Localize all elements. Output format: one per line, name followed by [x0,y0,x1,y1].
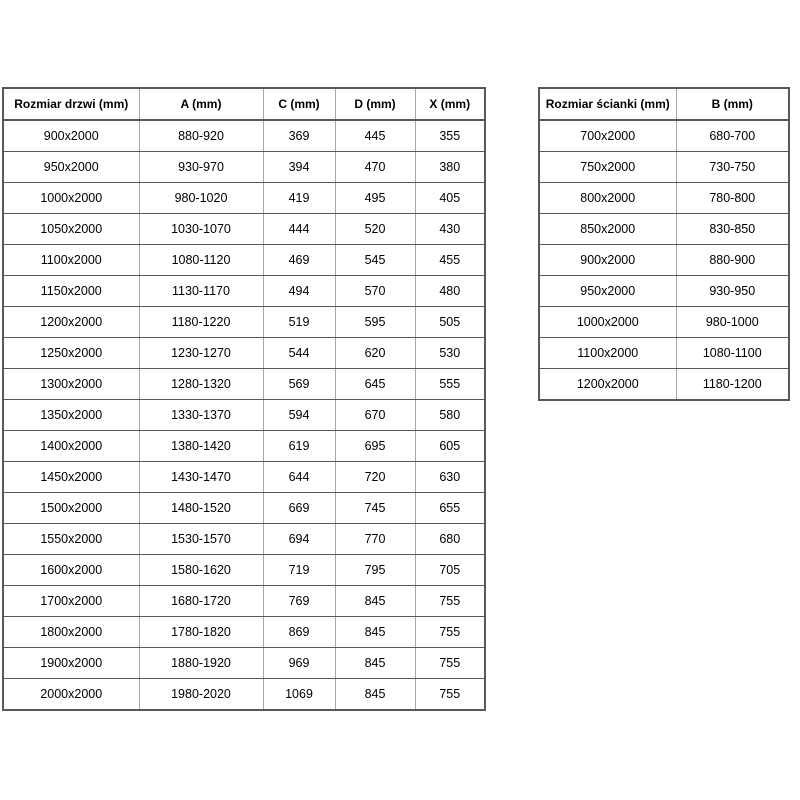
table-row [3,369,485,400]
table-cell: 380 [415,152,485,183]
table-row [3,648,485,679]
column-header: A (mm) [139,88,263,120]
table-cell: 780-800 [676,183,789,214]
table-cell: 845 [335,586,415,617]
table-cell: 1300x2000 [3,369,139,400]
table-cell: 845 [335,617,415,648]
table-cell: 1069 [263,679,335,711]
table-cell: 545 [335,245,415,276]
table-cell: 480 [415,276,485,307]
table-cell: 605 [415,431,485,462]
table-cell: 645 [335,369,415,400]
table-cell: 580 [415,400,485,431]
table-cell: 930-970 [139,152,263,183]
table-row [3,617,485,648]
table-cell: 630 [415,462,485,493]
table-cell: 720 [335,462,415,493]
table-cell: 930-950 [676,276,789,307]
table-cell: 755 [415,679,485,711]
table-cell: 495 [335,183,415,214]
table-cell: 355 [415,120,485,152]
column-header: X (mm) [415,88,485,120]
column-header: Rozmiar drzwi (mm) [3,88,139,120]
table-cell: 455 [415,245,485,276]
table-cell: 980-1020 [139,183,263,214]
table-cell: 850x2000 [539,214,676,245]
table-row [539,369,789,401]
table-cell: 1400x2000 [3,431,139,462]
table-cell: 680 [415,524,485,555]
table-cell: 980-1000 [676,307,789,338]
table-cell: 1180-1220 [139,307,263,338]
table-row [3,679,485,711]
table-row [3,493,485,524]
table-cell: 900x2000 [3,120,139,152]
table-cell: 900x2000 [539,245,676,276]
table-cell: 1230-1270 [139,338,263,369]
table-cell: 770 [335,524,415,555]
table-cell: 845 [335,679,415,711]
table-row [3,524,485,555]
table-cell: 1430-1470 [139,462,263,493]
table-cell: 1530-1570 [139,524,263,555]
table-cell: 705 [415,555,485,586]
table-cell: 755 [415,648,485,679]
table-cell: 730-750 [676,152,789,183]
table-cell: 1780-1820 [139,617,263,648]
table-row [539,276,789,307]
table-cell: 1030-1070 [139,214,263,245]
table-cell: 694 [263,524,335,555]
table-cell: 1980-2020 [139,679,263,711]
table-cell: 595 [335,307,415,338]
table-cell: 1580-1620 [139,555,263,586]
table-row [3,338,485,369]
table-cell: 1480-1520 [139,493,263,524]
table-cell: 719 [263,555,335,586]
table-cell: 1100x2000 [3,245,139,276]
table-cell: 795 [335,555,415,586]
table-cell: 1250x2000 [3,338,139,369]
column-header: Rozmiar ścianki (mm) [539,88,676,120]
table-cell: 950x2000 [539,276,676,307]
table-row [539,307,789,338]
table-cell: 1280-1320 [139,369,263,400]
table-cell: 1100x2000 [539,338,676,369]
table-cell: 700x2000 [539,120,676,152]
table-row [539,245,789,276]
table-cell: 1080-1120 [139,245,263,276]
table-cell: 950x2000 [3,152,139,183]
table-cell: 470 [335,152,415,183]
table-cell: 469 [263,245,335,276]
table-row [3,152,485,183]
table-cell: 505 [415,307,485,338]
table-cell: 880-900 [676,245,789,276]
table-row [3,276,485,307]
table-cell: 745 [335,493,415,524]
table-cell: 1900x2000 [3,648,139,679]
table-cell: 419 [263,183,335,214]
table-row [539,183,789,214]
table-cell: 655 [415,493,485,524]
table-cell: 755 [415,617,485,648]
table-row [3,431,485,462]
table-cell: 1180-1200 [676,369,789,401]
table-cell: 680-700 [676,120,789,152]
table-cell: 1130-1170 [139,276,263,307]
table-row [3,307,485,338]
table-cell: 769 [263,586,335,617]
table-cell: 1380-1420 [139,431,263,462]
table-cell: 670 [335,400,415,431]
table-cell: 494 [263,276,335,307]
table-cell: 969 [263,648,335,679]
table-cell: 1680-1720 [139,586,263,617]
table-cell: 1600x2000 [3,555,139,586]
table-cell: 750x2000 [539,152,676,183]
table-cell: 845 [335,648,415,679]
column-header: C (mm) [263,88,335,120]
table-row [539,120,789,152]
table-cell: 669 [263,493,335,524]
table-row [3,555,485,586]
table-cell: 880-920 [139,120,263,152]
table-cell: 620 [335,338,415,369]
table-cell: 1880-1920 [139,648,263,679]
table-cell: 1800x2000 [3,617,139,648]
table-cell: 394 [263,152,335,183]
table-header-row [3,88,485,120]
table-cell: 369 [263,120,335,152]
table-cell: 444 [263,214,335,245]
table-cell: 430 [415,214,485,245]
table-cell: 1200x2000 [539,369,676,401]
table-cell: 519 [263,307,335,338]
table-cell: 405 [415,183,485,214]
table-cell: 830-850 [676,214,789,245]
table-cell: 1150x2000 [3,276,139,307]
table-cell: 1200x2000 [3,307,139,338]
table-cell: 520 [335,214,415,245]
table-cell: 445 [335,120,415,152]
wall-panel-sizes-table [538,87,790,401]
table-cell: 1700x2000 [3,586,139,617]
table-row [3,245,485,276]
table-cell: 2000x2000 [3,679,139,711]
table-row [3,120,485,152]
table-cell: 755 [415,586,485,617]
table-cell: 555 [415,369,485,400]
table-header-row [539,88,789,120]
table-cell: 1000x2000 [3,183,139,214]
table-cell: 1350x2000 [3,400,139,431]
table-cell: 644 [263,462,335,493]
table-cell: 1050x2000 [3,214,139,245]
table-cell: 1550x2000 [3,524,139,555]
table-cell: 1080-1100 [676,338,789,369]
table-cell: 800x2000 [539,183,676,214]
table-cell: 1450x2000 [3,462,139,493]
table-cell: 1330-1370 [139,400,263,431]
door-sizes-table [2,87,486,711]
table-row [539,152,789,183]
table-row [539,214,789,245]
column-header: B (mm) [676,88,789,120]
table-cell: 544 [263,338,335,369]
table-row [3,400,485,431]
table-cell: 619 [263,431,335,462]
table-row [3,586,485,617]
table-row [3,183,485,214]
table-cell: 695 [335,431,415,462]
table-cell: 1500x2000 [3,493,139,524]
column-header: D (mm) [335,88,415,120]
table-cell: 570 [335,276,415,307]
table-cell: 869 [263,617,335,648]
table-cell: 530 [415,338,485,369]
table-row [3,214,485,245]
table-row [3,462,485,493]
table-cell: 594 [263,400,335,431]
table-row [539,338,789,369]
table-cell: 1000x2000 [539,307,676,338]
table-cell: 569 [263,369,335,400]
